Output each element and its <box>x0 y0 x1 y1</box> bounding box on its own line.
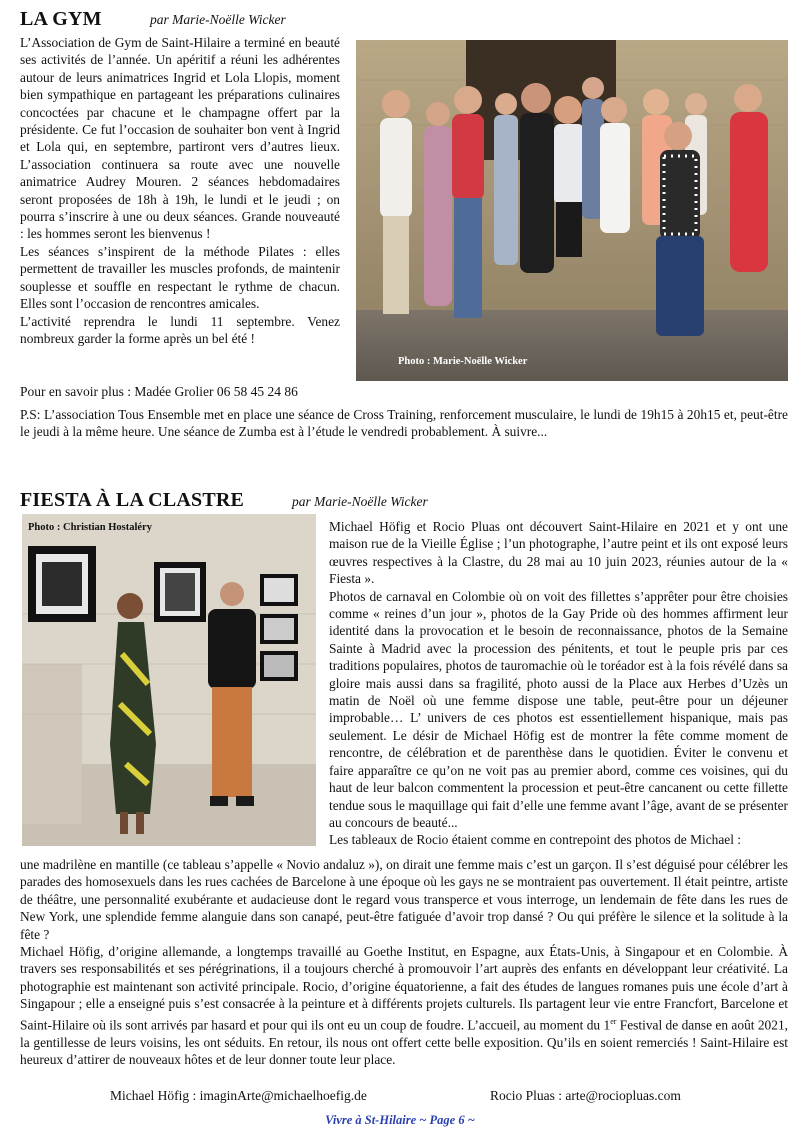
gym-ps: P.S: L’association Tous Ensemble met en place une séance de Cross Training, renforcement musculaire, le lundi de 19h15 à 20h15 et, peut-être le jeudi à la même heure. Une séance de Zumba est à l’étude le vendredi probablement. À suivre... <box>20 407 788 440</box>
gym-paragraph-2: Les séances s’inspirent de la méthode Pilates : elles permettent de travailler les muscles profonds, de maintenir souplesse et souffle en respectant le rythme de chacun. Elles sont l’occasion de rencontres amicales. <box>20 243 340 312</box>
contact-rocio: Rocio Pluas : arte@rociopluas.com <box>490 1088 681 1103</box>
fiesta-byline: par Marie-Noëlle Wicker <box>292 494 428 509</box>
fiesta-column-text <box>329 518 788 849</box>
gym-paragraph-1: L’Association de Gym de Saint-Hilaire a terminé en beauté ses activités de l’année. Un apéritif a réuni les adhérentes autour de leurs animatrices Ingrid et Lola Llopis, moment bien sympathique en partageant les préparations culinaires concoctées par chacune et le champagne offert par la présidente. Ce fut l’occasion de souhaiter bon vent à Ingrid et Lola qui, en septembre, partiront vers d’autres lieux. L’association continuera sa route avec une nouvelle animatrice Audrey Mouren. 2 séances hebdomadaires seront proposées de 18h à 19h, le lundi et le jeudi ; on pourra s’inscrire à une ou deux séances. Grande nouveauté : les hommes seront les bienvenus ! <box>20 35 340 242</box>
fiesta-title: FIESTA À LA CLASTRE <box>20 489 245 511</box>
fiesta-paragraph-3-rest: une madrilène en mantille (ce tableau s’appelle « Novio andaluz »), on dirait une femme mais c’est un garçon. Il s’est déguisé pour célébrer les parades des homosexuels dans les rues cachées de Barcelone à une époque où les gays ne se montraient pas ouvertement. Il était peintre, artiste de théâtre, une personnalité exubérante et audacieuse dont le regard vous transperce et vous interroge, un lendemain de fête dans les rues de New York, une splendide femme alanguie dans son canapé, peut-être fatiguée d’avoir trop dansé ? Ou qui préfère le silence et la solitude à la fête ? <box>20 857 788 942</box>
fiesta-paragraph-1: Michael Höfig et Rocio Pluas ont découvert Saint-Hilaire en 2021 et y ont une maison rue de la Vieille Église ; l’un photographe, l’autre peint et ils ont exposé leurs œuvres respectives à la Clastre, du 28 mai au 10 juin 2023, réunies autour de la « Fiesta ». <box>329 519 788 587</box>
fiesta-paragraph-2: Photos de carnaval en Colombie où on voit des fillettes s’apprêter pour être choisies comme « reines d’un jour », photos de la Gay Pride où des hommes affirment leur identité dans la provocation et le besoin de reconnaissance, photos de la Semaine Sainte à Madrid avec la procession des pénitents, et tout le peuple pris par ces traditions populaires, photos de tauromachie où le toréador est à la fois révélé dans sa gloire mais aussi dans sa fragilité, photo aussi de la Place aux Herbes d’Uzès un matin de Noël où une femme dispose une table, peut-être pour un déjeuner improbable… L’ univers de ces photos est essentiellement hispanique, mais pas seulement. Le désir de Michael Höfig est de montrer la fête comme moment de rencontre, de célébration et de parenthèse dans le quotidien. Éviter le convenu et faire apparaître ce qu’on ne voit pas au premier abord, comme ces voisines, qui du haut de leur balcon commentent la procession et peut-être cancanent ou cette fillette tendue sous le maquillage qui fait d’elle une femme avant l’âge, avant de se présenter au concours de beauté... <box>329 588 788 830</box>
gym-contact: Pour en savoir plus : Madée Grolier 06 58 45 24 86 <box>20 384 298 399</box>
gym-group-photo <box>356 40 788 381</box>
fiesta-paragraph-3-start: Les tableaux de Rocio étaient comme en contrepoint des photos de Michael : <box>329 832 742 848</box>
gym-photo-illustration <box>356 40 788 381</box>
fiesta-paragraph-4-end: Festival de danse en août 2021, la gentillesse de leurs voisins, les ont séduits. En retour, ils nous ont offert cette belle exposition. Qu’ils en soient remerciés ! Saint-Hilaire est heureux d’attirer de nouveaux hôtes et de leur donner toute leur place. <box>20 1017 788 1067</box>
fiesta-full-text <box>20 856 788 1068</box>
page-footer: Vivre à St-Hilaire ~ Page 6 ~ <box>325 1113 475 1127</box>
gym-title: LA GYM <box>20 8 102 30</box>
fiesta-paragraph-4 <box>20 943 788 1068</box>
gym-paragraph-3: L’activité reprendra le lundi 11 septembre. Venez nombreux garder la forme après un bel été ! <box>20 313 340 346</box>
fiesta-paragraph-4-sup: er <box>610 1016 617 1026</box>
gym-text <box>20 34 340 347</box>
fiesta-photo <box>22 514 316 846</box>
contact-michael: Michael Höfig : imaginArte@michaelhoefig.de <box>110 1088 367 1103</box>
fiesta-paragraph-4-text: Michael Höfig, d’origine allemande, a longtemps travaillé au Goethe Institut, en Espagne, aux États-Unis, à Singapour et en Colombie. À travers ses responsabilités et ses pérégrinations, il a toujours cherché à promouvoir l’art auprès des enfants en développant leur créativité. La photographie est maintenant son activité principale. Rocio, d’origine équatorienne, a fait des études de langues romanes puis une école d’art à Singapour ; elle a enseigné puis s’est consacrée à la peinture et à différents projets culturels. Ils partagent leur vie entre Francfort, Barcelone et Saint-Hilaire où ils sont arrivés par hasard et pour qui ils ont eu un coup de foudre. L’accueil, au moment du 1 <box>20 944 788 1033</box>
gym-photo-credit: Photo : Marie-Noëlle Wicker <box>398 356 528 367</box>
fiesta-photo-credit: Photo : Christian Hostaléry <box>28 522 152 533</box>
fiesta-photo-illustration <box>22 514 316 846</box>
gym-byline: par Marie-Noëlle Wicker <box>150 12 286 27</box>
